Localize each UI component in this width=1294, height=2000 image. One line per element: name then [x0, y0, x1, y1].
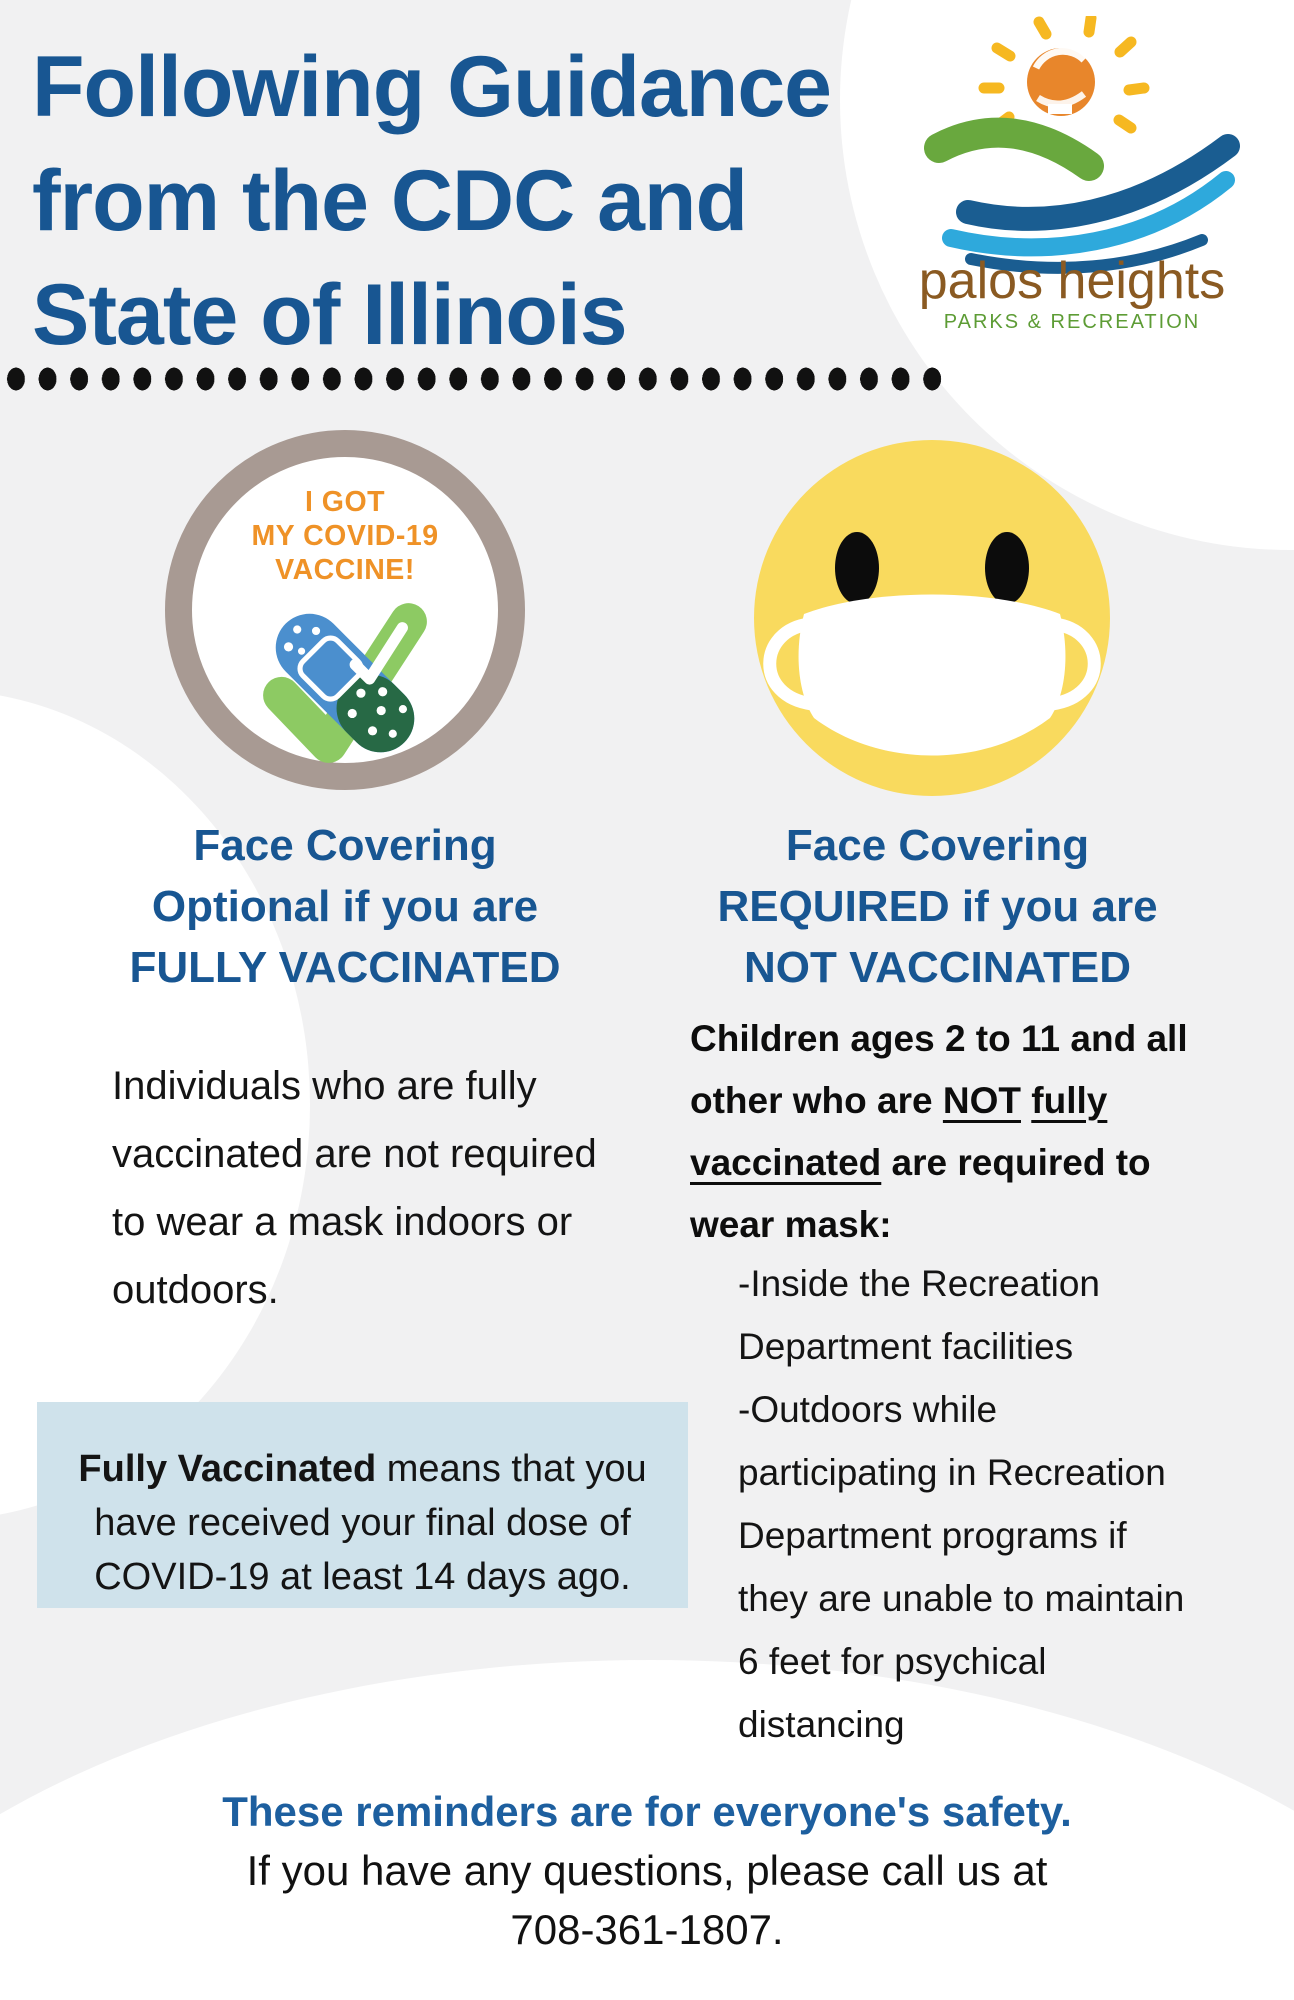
footer-questions-line: If you have any questions, please call us at	[246, 1847, 1048, 1894]
logo-subtitle: PARKS & RECREATION	[943, 311, 1201, 333]
title-line-3: State of Illinois	[32, 267, 627, 363]
fully-vaccinated-info-box	[37, 1402, 688, 1608]
left-heading	[80, 815, 610, 998]
info-box-text: means that you have received your final dose of COVID-19 at least 14 days ago.	[94, 1448, 647, 1598]
page-title	[32, 30, 831, 372]
title-line-2: from the CDC and	[32, 153, 747, 249]
emoji-left-eye	[835, 532, 879, 604]
right-heading-line-2: REQUIRED if you are	[717, 882, 1158, 931]
info-box-bold-text: Fully Vaccinated	[78, 1448, 377, 1490]
title-line-1: Following Guidance	[32, 39, 831, 135]
intro-segment-underlined: NOT	[942, 1080, 1021, 1121]
footer-phone-number: 708-361-1807.	[510, 1906, 784, 1953]
badge-line-1: I GOT	[304, 486, 386, 518]
right-heading-line-3: NOT VACCINATED	[743, 943, 1132, 992]
vaccine-badge-text	[192, 485, 498, 587]
list-item: -Inside the Recreation Department facilities	[738, 1263, 1100, 1367]
intro-segment-underlined: fully vaccinated	[690, 1080, 1108, 1183]
intro-segment: are required to wear mask:	[690, 1142, 1151, 1245]
face-mask-icon	[799, 595, 1066, 756]
vaccine-badge	[165, 430, 525, 790]
emoji-right-eye	[985, 532, 1029, 604]
footer	[0, 1782, 1294, 1959]
badge-line-3: VACCINE!	[275, 554, 415, 586]
badge-line-2: MY COVID-19	[251, 520, 439, 552]
list-item: -Outdoors while participating in Recreation Department programs if they are unable to maintain 6 feet for psychical distancing	[738, 1389, 1185, 1745]
left-body-paragraph: Individuals who are fully vaccinated are not required to wear a mask indoors or outdoors.	[112, 1064, 597, 1312]
masked-face-emoji-icon	[752, 438, 1112, 798]
right-heading-line-1: Face Covering	[785, 821, 1090, 870]
right-heading	[680, 815, 1195, 998]
left-heading-line-3: FULLY VACCINATED	[129, 943, 561, 992]
left-heading-line-1: Face Covering	[193, 821, 497, 870]
bandage-checkmark-icon	[253, 595, 438, 767]
palos-heights-logo	[876, 16, 1274, 334]
footer-safety-line: These reminders are for everyone's safety.	[222, 1788, 1072, 1835]
hill-icon	[939, 133, 1089, 166]
logo-name: palos heights	[918, 252, 1226, 310]
sun-waves-logo-icon	[876, 16, 1274, 334]
left-heading-line-2: Optional if you are	[151, 882, 539, 931]
intro-segment	[1021, 1080, 1031, 1121]
dotted-separator	[3, 366, 951, 392]
right-mask-rules-list	[690, 1252, 1195, 1756]
intro-segment: Children ages 2 to 11 and all other who are	[690, 1018, 1188, 1121]
right-intro-paragraph	[690, 1008, 1205, 1256]
